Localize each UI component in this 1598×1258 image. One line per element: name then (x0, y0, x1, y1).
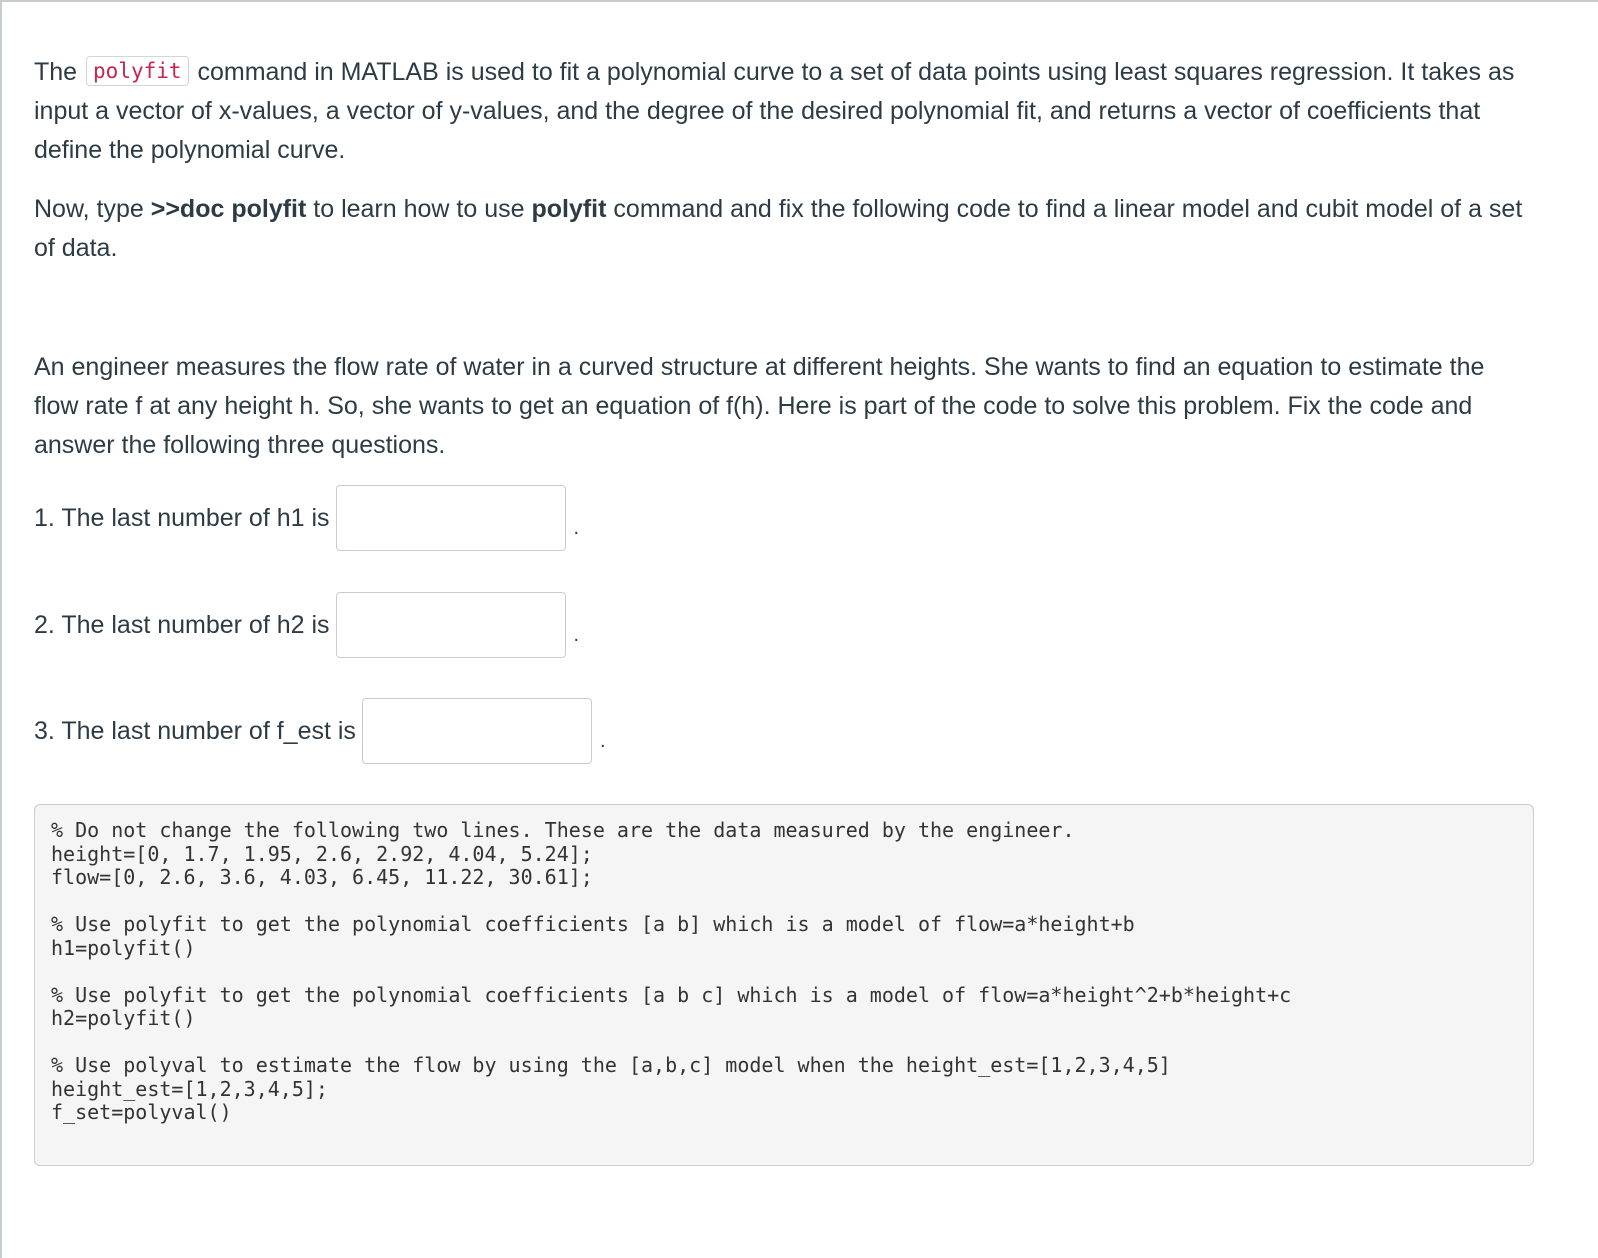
question-3-label: 3. The last number of f_est is (34, 716, 356, 745)
intro-text-before: The (34, 58, 85, 86)
question-2 (34, 592, 1534, 658)
question-3 (34, 698, 1534, 764)
code-line: height_est=[1,2,3,4,5]; (51, 1076, 328, 1101)
code-line: % Do not change the following two lines. These are the data measured by the engineer. (51, 818, 1075, 842)
question-1-period: . (573, 516, 580, 539)
inline-code-polyfit: polyfit (86, 56, 189, 86)
code-line: h1=polyfit() (51, 935, 196, 960)
code-line: f_set=polyval() (51, 1100, 232, 1124)
instruction-paragraph (34, 190, 1534, 268)
question-2-label: 2. The last number of h2 is (34, 610, 330, 639)
code-line: h2=polyfit() (51, 1006, 196, 1030)
code-line: % Use polyfit to get the polynomial coefficients [a b] which is a model of flow=a*height+b (51, 912, 1135, 936)
answer-input-h1[interactable] (336, 485, 566, 551)
code-block (34, 804, 1534, 1166)
problem-paragraph: An engineer measures the flow rate of water in a curved structure at different heights. She wants to find an equation to estimate the flow rate f at any height h. So, she wants to get an equation of f(h). Here is part of the code to solve this problem. Fix the code and answer the following three questions. (34, 353, 1485, 459)
code-line: % Use polyfit to get the polynomial coefficients [a b c] which is a model of flow=a*height^2+b*height+c (51, 982, 1292, 1007)
question-1-label: 1. The last number of h1 is (34, 503, 330, 532)
instruction-text-1: Now, type (34, 195, 151, 223)
question-content (34, 52, 1534, 1166)
answer-input-f-est[interactable] (362, 698, 592, 764)
question-1 (34, 485, 1534, 551)
intro-paragraph (34, 52, 1534, 170)
instruction-bold-doc-polyfit: >>doc polyfit (150, 195, 307, 223)
intro-text-after: command in MATLAB is used to fit a polynomial curve to a set of data points using least squares regression. It takes as input a vector of x-values, a vector of y-values, and the degree of the desired polynomial fit, and returns a vector of coefficients that define the polynomial curve. (34, 58, 1515, 164)
instruction-text-2: to learn how to use (306, 195, 532, 223)
instruction-text-3: command and fix the following code to find a linear model and cubit model of a set of data. (34, 195, 1523, 262)
code-line: height=[0, 1.7, 1.95, 2.6, 2.92, 4.04, 5.24]; (51, 841, 593, 866)
code-line: % Use polyval to estimate the flow by using the [a,b,c] model when the height_est=[1,2,3,4,5] (51, 1053, 1171, 1077)
question-2-period: . (573, 623, 580, 646)
code-line: flow=[0, 2.6, 3.6, 4.03, 6.45, 11.22, 30.61]; (51, 865, 593, 889)
question-3-period: . (599, 729, 606, 752)
answer-input-h2[interactable] (336, 592, 566, 658)
instruction-bold-polyfit: polyfit (531, 195, 607, 223)
